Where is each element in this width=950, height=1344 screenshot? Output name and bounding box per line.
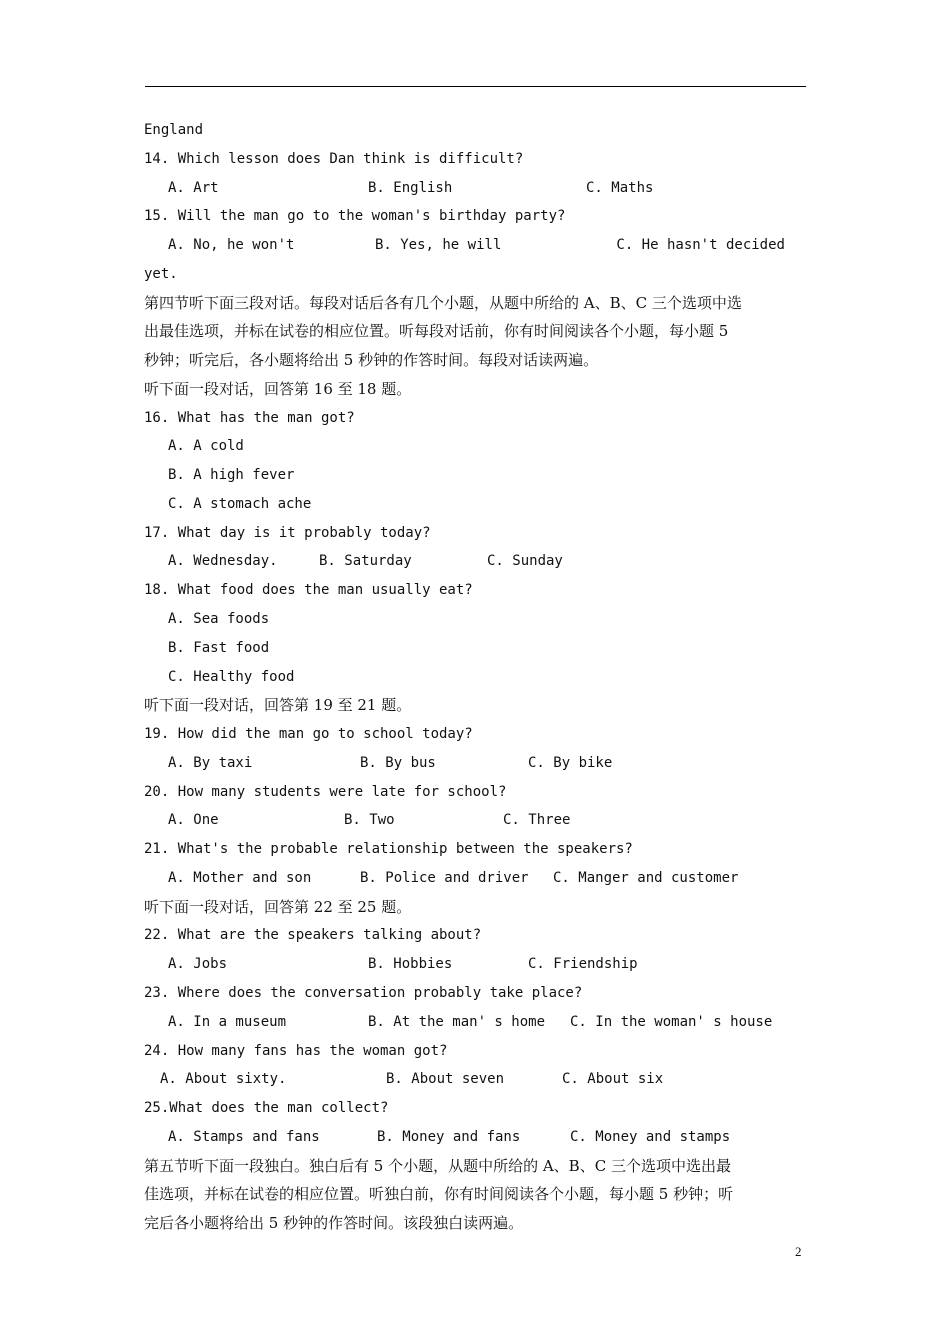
answer-option: C. In the woman' s house bbox=[570, 1013, 773, 1030]
question-text: 17. What day is it probably today? bbox=[144, 524, 431, 541]
answer-option: B. At the man' s home bbox=[368, 1013, 546, 1030]
answer-option: C. Three bbox=[503, 812, 571, 829]
answer-option: A. Art bbox=[168, 179, 219, 196]
answer-options bbox=[144, 174, 808, 203]
answer-option: B. Yes, he will bbox=[374, 237, 502, 254]
answer-option: A. By taxi bbox=[168, 754, 253, 771]
question-text: England bbox=[144, 122, 204, 138]
page-number: 2 bbox=[795, 1244, 802, 1259]
answer-option: A. In a museum bbox=[168, 1013, 287, 1030]
answer-option: A. Wednesday. bbox=[168, 553, 278, 570]
instruction-text: 秒钟；听完后，各小题将给出 5 秒钟的作答时间。每段对话读两遍。 bbox=[144, 351, 599, 370]
answer-option: B. English bbox=[368, 179, 453, 196]
answer-options bbox=[144, 950, 808, 979]
answer-option: A. No, he won't bbox=[168, 237, 295, 254]
answer-option: C. By bike bbox=[528, 754, 613, 771]
answer-option: C. Healthy food bbox=[168, 668, 295, 685]
answer-option: C. He hasn't decided bbox=[616, 237, 785, 254]
answer-options bbox=[144, 864, 808, 893]
answer-options bbox=[144, 231, 808, 260]
answer-option: A. Mother and son bbox=[168, 869, 312, 886]
answer-option: C. Sunday bbox=[487, 553, 563, 570]
answer-options bbox=[144, 1008, 808, 1037]
answer-options bbox=[144, 1065, 808, 1094]
instruction-text: 佳选项，并标在试卷的相应位置。听独白前，你有时间阅读各个小题，每小题 5 秒钟；听 bbox=[144, 1185, 734, 1204]
header-rule bbox=[145, 86, 806, 87]
instruction-text: 第四节听下面三段对话。每段对话后各有几个小题，从题中所给的 A、B、C 三个选项中选 bbox=[144, 293, 742, 312]
question-text: 15. Will the man go to the woman's birthday party? bbox=[144, 208, 566, 225]
instruction-text: 听下面一段对话，回答第 22 至 25 题。 bbox=[144, 897, 412, 916]
question-text: 25.What does the man collect? bbox=[144, 1100, 389, 1117]
answer-option: B. A high fever bbox=[168, 467, 295, 484]
answer-option: B. Two bbox=[344, 812, 395, 829]
answer-option: B. By bus bbox=[360, 754, 436, 771]
answer-options bbox=[144, 547, 808, 576]
answer-option: C. About six bbox=[562, 1071, 664, 1088]
answer-option: B. Money and fans bbox=[377, 1128, 521, 1145]
answer-option: A. Jobs bbox=[168, 956, 228, 973]
answer-options bbox=[144, 806, 808, 835]
answer-option: B. Hobbies bbox=[368, 956, 453, 973]
answer-option: B. About seven bbox=[386, 1071, 505, 1088]
question-text: 24. How many fans has the woman got? bbox=[144, 1042, 448, 1059]
answer-option: C. Manger and customer bbox=[553, 869, 739, 886]
instruction-text: 听下面一段对话，回答第 19 至 21 题。 bbox=[144, 696, 412, 715]
instruction-text: 听下面一段对话，回答第 16 至 18 题。 bbox=[144, 379, 412, 398]
answer-option: A. About sixty. bbox=[160, 1071, 287, 1088]
question-text: 19. How did the man go to school today? bbox=[144, 726, 473, 743]
instruction-text: 出最佳选项，并标在试卷的相应位置。听每段对话前，你有时间阅读各个小题，每小题 5 bbox=[144, 322, 729, 341]
question-text: yet. bbox=[144, 265, 178, 282]
answer-option: C. Maths bbox=[586, 179, 654, 196]
question-text: 18. What food does the man usually eat? bbox=[144, 582, 473, 599]
question-text: 23. Where does the conversation probably take place? bbox=[144, 984, 583, 1001]
answer-option: C. Money and stamps bbox=[570, 1128, 731, 1145]
answer-option: A. A cold bbox=[168, 438, 244, 455]
question-text: 20. How many students were late for school? bbox=[144, 783, 507, 800]
answer-options bbox=[144, 749, 808, 778]
question-text: 22. What are the speakers talking about? bbox=[144, 927, 482, 944]
answer-option: B. Police and driver bbox=[360, 869, 529, 886]
instruction-text: 完后各小题将给出 5 秒钟的作答时间。该段独白读两遍。 bbox=[144, 1214, 524, 1233]
answer-option: B. Saturday bbox=[319, 553, 412, 570]
document-body bbox=[144, 116, 808, 1238]
question-text: 14. Which lesson does Dan think is difficult? bbox=[144, 150, 524, 167]
answer-option: C. A stomach ache bbox=[168, 495, 312, 512]
answer-option: B. Fast food bbox=[168, 639, 270, 656]
answer-options bbox=[144, 1123, 808, 1152]
question-text: 21. What's the probable relationship between the speakers? bbox=[144, 841, 633, 858]
instruction-text: 第五节听下面一段独白。独白后有 5 个小题，从题中所给的 A、B、C 三个选项中选出最 bbox=[144, 1156, 731, 1175]
answer-option: A. Sea foods bbox=[168, 611, 270, 628]
answer-option: A. Stamps and fans bbox=[168, 1128, 320, 1145]
question-text: 16. What has the man got? bbox=[144, 409, 355, 426]
answer-option: C. Friendship bbox=[528, 956, 638, 973]
answer-option: A. One bbox=[168, 812, 219, 829]
